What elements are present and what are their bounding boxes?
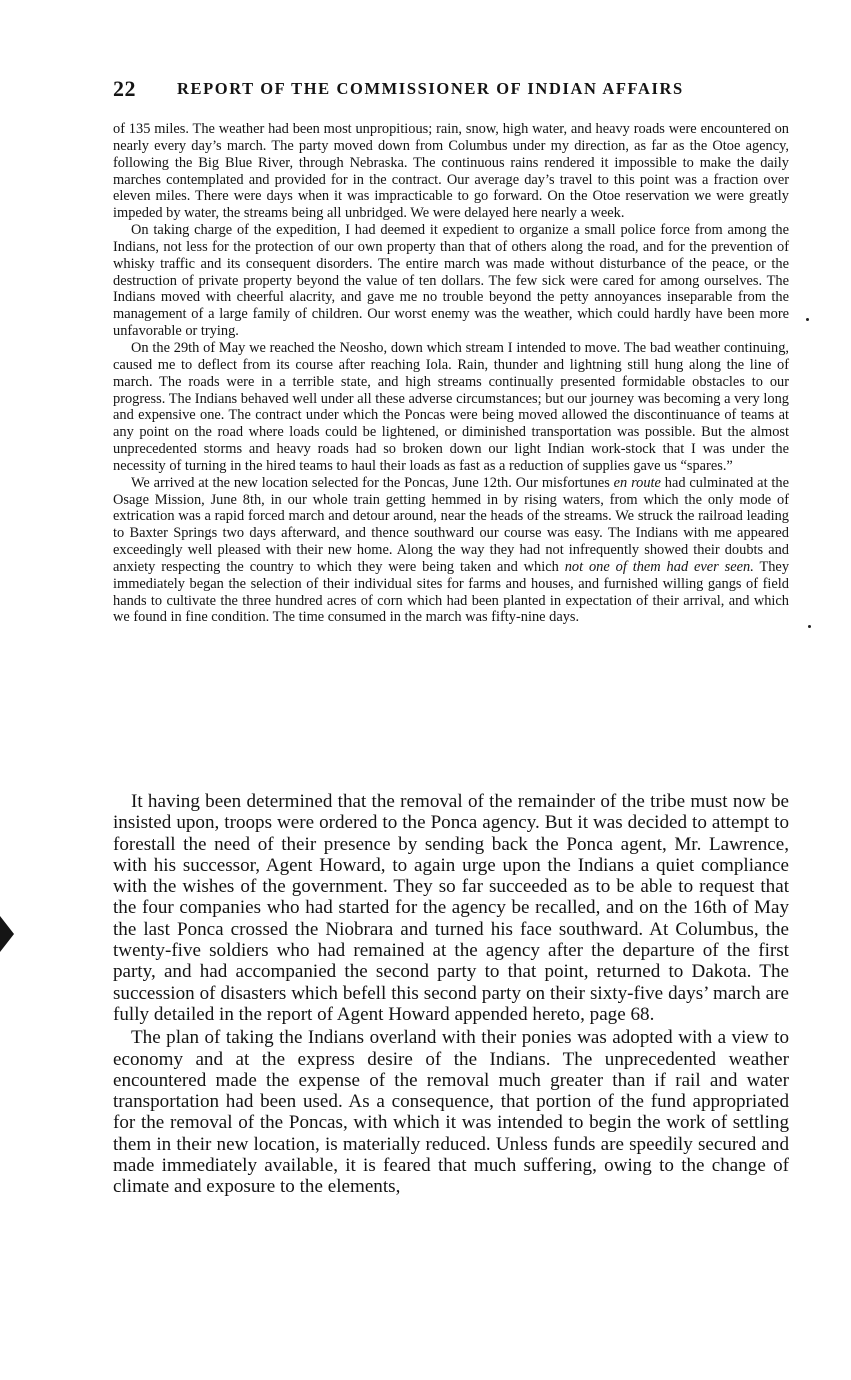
speck-mark-icon: [808, 625, 811, 628]
body-paragraph-removal: It having been determined that the removal of the remainder of the tribe must now be insisted upon, troops were ordered to the Ponca agency. But it was decided to attempt to forestall the need of their presence by sending back the Ponca agent, Mr. Lawrence, with his successor, Agent Howard, to again urge upon the Indians a quiet compliance with the wishes of the government. They so far succeeded as to be able to request that the four companies who had started for the agency be recalled, and on the 16th of May the last Ponca crossed the Niobrara and turned his face southward. At Columbus, the twenty-five soldiers who had remained at the agency after the departure of the first party, and had accompanied the second party to that point, returned to Dakota. The succession of disasters which befell this second party on their sixty-five days’ march are fully detailed in the report of Agent Howard appended hereto, page 68.: [113, 791, 789, 1025]
page-edge-marker-icon: [0, 916, 14, 952]
report-paragraph-2: On taking charge of the expedition, I had deemed it expedient to organize a small police force from among the Indians, not less for the protection of our own property than that of others along the road, and for the prevention of whisky traffic and its consequent disorders. The entire march was made without disturbance of the peace, or the destruction of private property beyond the value of ten dollars. The few sick were cared for among ourselves. The Indians moved with cheerful alacrity, and gave me no trouble beyond the petty annoyances inseparable from the management of a large family of children. Our worst enemy was the weather, which could hardly have been more unfavorable or trying.: [113, 222, 789, 340]
report-paragraph-4: [113, 475, 789, 627]
page-header: [113, 76, 789, 102]
report-paragraph-1: of 135 miles. The weather had been most unpropitious; rain, snow, high water, and heavy roads were encountered on nearly every day’s march. The party moved down from Columbus under my direction, as far as the Otoe agency, following the Big Blue River, through Nebraska. The continuous rains rendered it impossible to make the daily marches contemplated and provided for in the contract. Our average day’s travel to this point was a fraction over eleven miles. There were days when it was impracticable to go forward. On the Otoe reservation we were greatly impeded by water, the streams being all unbridged. We were delayed here nearly a week.: [113, 121, 789, 222]
report-paragraph-4-part-2: had culminated at the Osage Mission, June 8th, in our whole train getting hemmed in by rising waters, from which the only mode of extrication was a rapid forced march and detour around, near the heads of the streams. We struck the railroad leading to Baxter Springs two days afterward, and thence southward our course was easy. The Indians with me appeared exceedingly well pleased with their new home. Along the way they had not infrequently showed their doubts and anxiety respecting the country to which they were being taken and which: [113, 474, 789, 575]
speck-mark-icon: [806, 318, 809, 321]
page-number: 22: [113, 76, 136, 101]
quoted-report: [113, 121, 789, 626]
italic-en-route: en route: [613, 474, 661, 491]
italic-emphasis: not one of them had ever seen.: [564, 558, 754, 575]
running-head: REPORT OF THE COMMISSIONER OF INDIAN AFFAIRS: [177, 79, 684, 98]
body-paragraph-expense: The plan of taking the Indians overland with their ponies was adopted with a view to economy and at the express desire of the Indians. The unprecedented weather encountered made the expense of the removal much greater than if rail and water transportation had been used. As a consequence, that portion of the fund appropriated for the removal of the Poncas, with which it was intended to begin the work of settling them in their new location, is materially reduced. Unless funds are speedily secured and made immediately available, it is feared that much suffering, owing to the change of climate and exposure to the elements,: [113, 1027, 789, 1198]
commissioner-text: [113, 791, 789, 1198]
report-paragraph-3: On the 29th of May we reached the Neosho, down which stream I intended to move. The bad weather continuing, caused me to deflect from its course after reaching Iola. Rain, thunder and lightning still hung along the line of march. The roads were in a terrible state, and high streams continually presented formidable obstacles to our progress. The Indians behaved well under all these adverse circumstances; but our journey was becoming a very long and expensive one. The contract under which the Poncas were being moved allowed the discontinuance of teams at any point on the road where loads could be lightened, or diminished transportation was possible. But the almost unprecedented storms and heavy roads had so broken down our light Indian work-stock that I was under the necessity of turning in the hired teams to haul their loads as fast as a reduction of supplies gave us “spares.”: [113, 339, 789, 474]
report-paragraph-4-part-1: We arrived at the new location selected for the Poncas, June 12th. Our misfortunes: [131, 474, 614, 491]
report-paragraph-4-part-3: They immediately began the selection of their individual sites for farms and houses, and furnished willing gangs of field hands to cultivate the three hundred acres of corn which had been planted in expectation of their arrival, and which we found in fine condition. The time consumed in the march was fifty-nine days.: [113, 558, 790, 626]
